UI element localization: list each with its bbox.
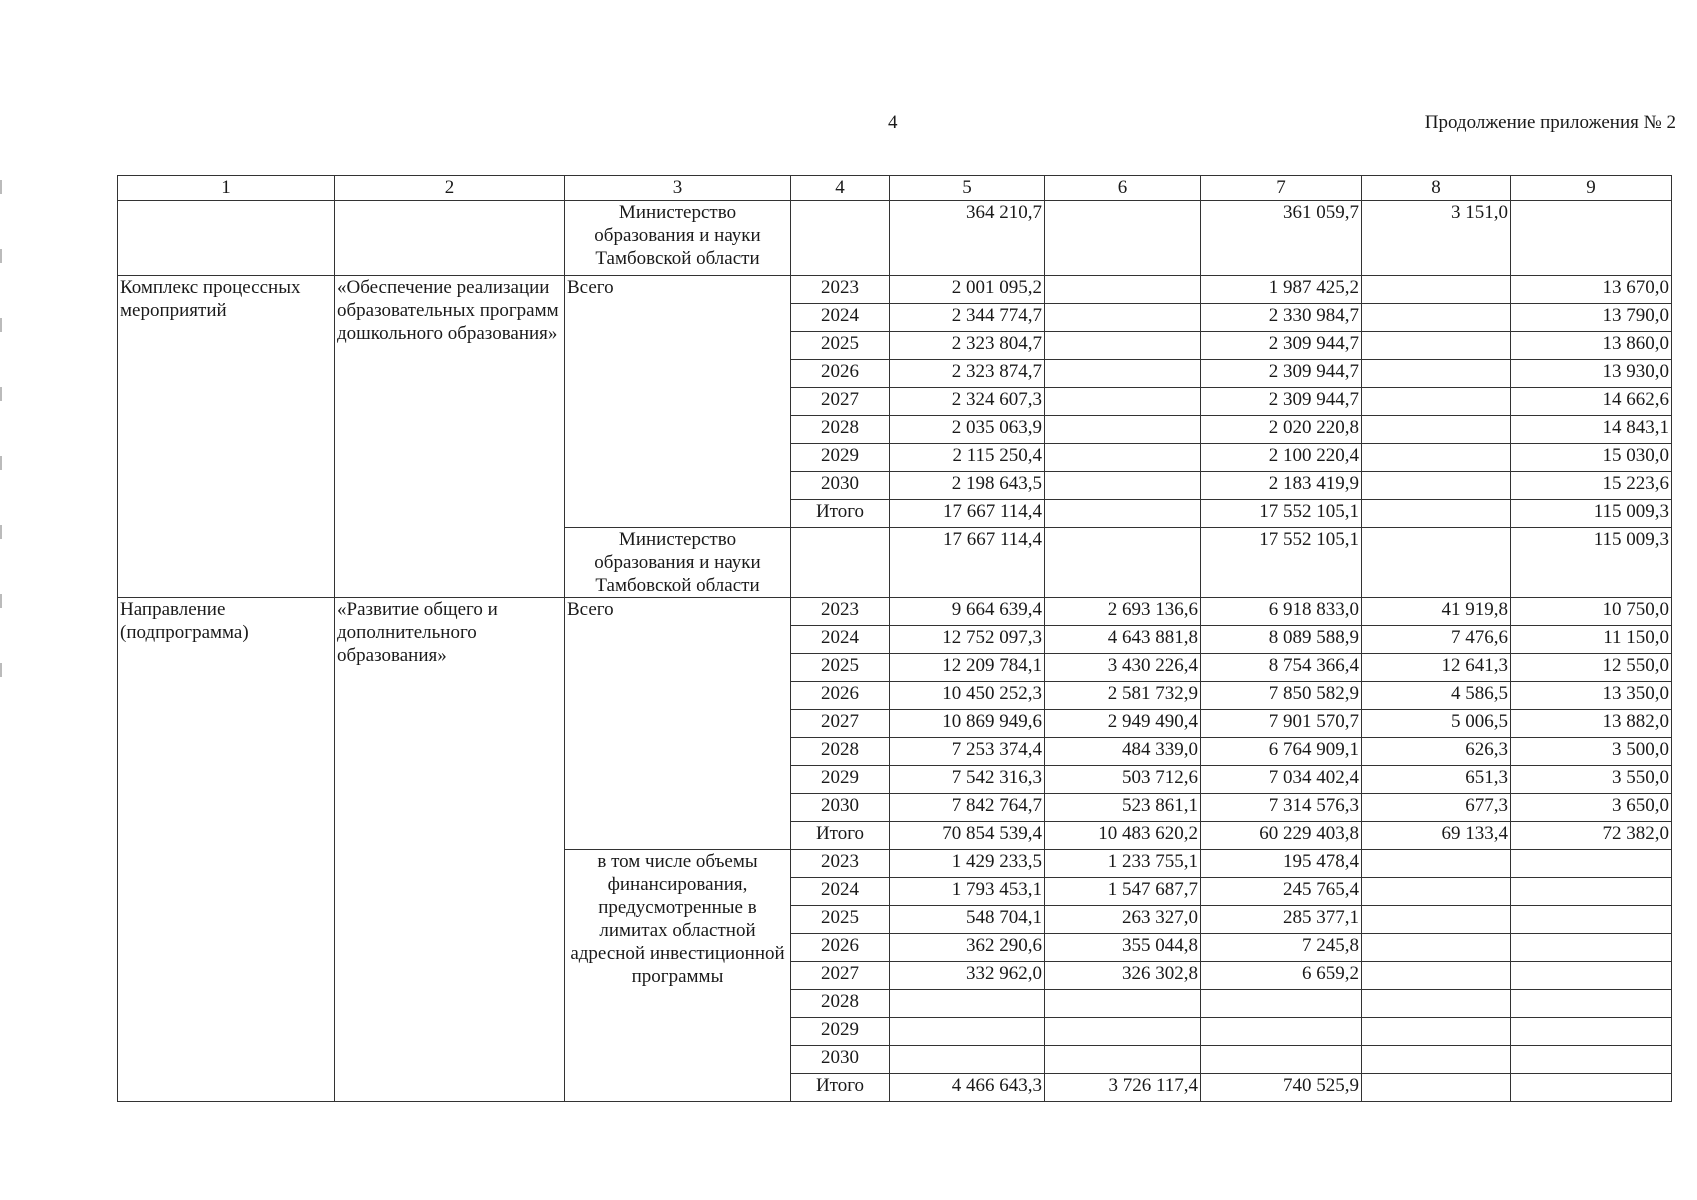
year-cell: 2025: [791, 906, 890, 934]
year-cell: 2023: [791, 598, 890, 626]
row-type-label: Комплекс процессных мероприятий: [118, 276, 335, 598]
ministry-row-top: [118, 201, 1672, 276]
cell-col6: [1045, 388, 1201, 416]
cell-col6: [1045, 332, 1201, 360]
cell-col5: 2 035 063,9: [890, 416, 1045, 444]
cell-col6: 3 726 117,4: [1045, 1074, 1201, 1102]
cell-col7: 6 764 909,1: [1201, 738, 1362, 766]
year-cell: 2023: [791, 276, 890, 304]
cell-col6: [1045, 201, 1201, 276]
cell-col9: [1511, 1046, 1672, 1074]
cell-col7: 6 918 833,0: [1201, 598, 1362, 626]
cell-col8: [1362, 1018, 1511, 1046]
col-header-3: 3: [565, 176, 791, 201]
year-cell: 2026: [791, 682, 890, 710]
year-cell: Итого: [791, 822, 890, 850]
cell-col7: 60 229 403,8: [1201, 822, 1362, 850]
cell-col5: 4 466 643,3: [890, 1074, 1045, 1102]
cell-col9: 13 930,0: [1511, 360, 1672, 388]
cell-col6: 326 302,8: [1045, 962, 1201, 990]
cell-col9: [1511, 934, 1672, 962]
year-cell: Итого: [791, 500, 890, 528]
cell-col8: 651,3: [1362, 766, 1511, 794]
col-header-6: 6: [1045, 176, 1201, 201]
investment-program-label: в том числе объемы финансирования, предусмотренные в лимитах областной адресной инвестиционной программы: [565, 850, 791, 1102]
table-row: [118, 276, 1672, 304]
cell-col7: 2 309 944,7: [1201, 332, 1362, 360]
cell-col6: [1045, 304, 1201, 332]
cell-col6: [1045, 1018, 1201, 1046]
cell-col6: [1045, 360, 1201, 388]
cell-col9: [1511, 962, 1672, 990]
cell-col8: [1362, 850, 1511, 878]
scan-edge-marks: [0, 180, 3, 1080]
cell-col9: 11 150,0: [1511, 626, 1672, 654]
cell-col6: 484 339,0: [1045, 738, 1201, 766]
cell-col5: 12 752 097,3: [890, 626, 1045, 654]
cell-col7: 7 850 582,9: [1201, 682, 1362, 710]
year-cell: 2029: [791, 766, 890, 794]
cell-col5: 548 704,1: [890, 906, 1045, 934]
cell-col5: [890, 1018, 1045, 1046]
cell-col5: 7 253 374,4: [890, 738, 1045, 766]
cell-col9: 13 860,0: [1511, 332, 1672, 360]
cell-col9: 3 500,0: [1511, 738, 1672, 766]
row-type-label: Направление (подпрограмма): [118, 598, 335, 1102]
cell-col9: [1511, 906, 1672, 934]
cell-col7: 1 987 425,2: [1201, 276, 1362, 304]
cell-col5: 17 667 114,4: [890, 528, 1045, 598]
cell-col7: 2 309 944,7: [1201, 360, 1362, 388]
empty-cell: [335, 201, 565, 276]
cell-col6: 503 712,6: [1045, 766, 1201, 794]
cell-col7: 7 245,8: [1201, 934, 1362, 962]
year-cell: 2028: [791, 416, 890, 444]
cell-col7: 7 034 402,4: [1201, 766, 1362, 794]
cell-col6: 355 044,8: [1045, 934, 1201, 962]
col-header-9: 9: [1511, 176, 1672, 201]
cell-col9: 13 882,0: [1511, 710, 1672, 738]
cell-col5: 362 290,6: [890, 934, 1045, 962]
cell-col8: 12 641,3: [1362, 654, 1511, 682]
cell-col6: 4 643 881,8: [1045, 626, 1201, 654]
cell-col6: 2 581 732,9: [1045, 682, 1201, 710]
cell-col9: [1511, 878, 1672, 906]
cell-col9: 15 030,0: [1511, 444, 1672, 472]
empty-cell: [791, 201, 890, 276]
cell-col7: 245 765,4: [1201, 878, 1362, 906]
cell-col9: 14 662,6: [1511, 388, 1672, 416]
cell-col8: [1362, 500, 1511, 528]
col-header-2: 2: [335, 176, 565, 201]
col-header-8: 8: [1362, 176, 1511, 201]
year-cell: 2030: [791, 472, 890, 500]
table-row: [118, 598, 1672, 626]
total-label: Всего: [565, 598, 791, 850]
cell-col9: [1511, 1018, 1672, 1046]
year-cell: 2025: [791, 332, 890, 360]
cell-col8: 41 919,8: [1362, 598, 1511, 626]
cell-col9: 15 223,6: [1511, 472, 1672, 500]
col-header-4: 4: [791, 176, 890, 201]
cell-col5: 2 323 804,7: [890, 332, 1045, 360]
year-cell: 2024: [791, 878, 890, 906]
cell-col6: [1045, 276, 1201, 304]
cell-col7: 7 314 576,3: [1201, 794, 1362, 822]
cell-col5: 2 324 607,3: [890, 388, 1045, 416]
empty-cell: [791, 528, 890, 598]
cell-col8: [1362, 878, 1511, 906]
cell-col8: [1362, 1074, 1511, 1102]
cell-col5: 332 962,0: [890, 962, 1045, 990]
cell-col5: [890, 1046, 1045, 1074]
empty-cell: [118, 201, 335, 276]
year-cell: 2027: [791, 962, 890, 990]
cell-col9: 115 009,3: [1511, 500, 1672, 528]
cell-col8: 626,3: [1362, 738, 1511, 766]
cell-col9: [1511, 1074, 1672, 1102]
cell-col5: [890, 990, 1045, 1018]
program-name: «Развитие общего и дополнительного образования»: [335, 598, 565, 1102]
year-cell: 2026: [791, 360, 890, 388]
cell-col6: 263 327,0: [1045, 906, 1201, 934]
cell-col8: [1362, 990, 1511, 1018]
appendix-continuation-label: Продолжение приложения № 2: [1424, 112, 1676, 133]
cell-col8: [1362, 444, 1511, 472]
cell-col8: [1362, 528, 1511, 598]
year-cell: 2029: [791, 1018, 890, 1046]
financing-table: [117, 175, 1672, 1102]
year-cell: 2027: [791, 710, 890, 738]
cell-col7: 8 089 588,9: [1201, 626, 1362, 654]
cell-col7: 8 754 366,4: [1201, 654, 1362, 682]
cell-col5: 12 209 784,1: [890, 654, 1045, 682]
cell-col8: [1362, 332, 1511, 360]
cell-col5: 2 115 250,4: [890, 444, 1045, 472]
header-row: [118, 176, 1672, 201]
cell-col8: 4 586,5: [1362, 682, 1511, 710]
cell-col5: 364 210,7: [890, 201, 1045, 276]
cell-col9: 72 382,0: [1511, 822, 1672, 850]
cell-col9: [1511, 990, 1672, 1018]
cell-col7: [1201, 1046, 1362, 1074]
cell-col8: 677,3: [1362, 794, 1511, 822]
cell-col5: 1 429 233,5: [890, 850, 1045, 878]
cell-col6: 3 430 226,4: [1045, 654, 1201, 682]
cell-col7: 740 525,9: [1201, 1074, 1362, 1102]
cell-col8: [1362, 304, 1511, 332]
cell-col8: 3 151,0: [1362, 201, 1511, 276]
ministry-label: Министерство образования и науки Тамбовской области: [565, 528, 791, 598]
cell-col7: [1201, 990, 1362, 1018]
page-number: 4: [888, 112, 898, 133]
cell-col5: 1 793 453,1: [890, 878, 1045, 906]
col-header-5: 5: [890, 176, 1045, 201]
cell-col6: [1045, 444, 1201, 472]
cell-col8: [1362, 388, 1511, 416]
cell-col7: 17 552 105,1: [1201, 500, 1362, 528]
cell-col7: 6 659,2: [1201, 962, 1362, 990]
cell-col7: 2 100 220,4: [1201, 444, 1362, 472]
cell-col9: 13 350,0: [1511, 682, 1672, 710]
cell-col8: [1362, 934, 1511, 962]
cell-col5: 2 001 095,2: [890, 276, 1045, 304]
cell-col7: 361 059,7: [1201, 201, 1362, 276]
cell-col6: 10 483 620,2: [1045, 822, 1201, 850]
year-cell: 2028: [791, 738, 890, 766]
cell-col5: 17 667 114,4: [890, 500, 1045, 528]
cell-col7: 17 552 105,1: [1201, 528, 1362, 598]
cell-col6: 2 693 136,6: [1045, 598, 1201, 626]
year-cell: 2023: [791, 850, 890, 878]
cell-col9: 10 750,0: [1511, 598, 1672, 626]
year-cell: 2024: [791, 304, 890, 332]
total-label: Всего: [565, 276, 791, 528]
cell-col8: [1362, 360, 1511, 388]
cell-col9: [1511, 201, 1672, 276]
cell-col5: 10 450 252,3: [890, 682, 1045, 710]
cell-col6: 1 233 755,1: [1045, 850, 1201, 878]
cell-col9: 115 009,3: [1511, 528, 1672, 598]
cell-col7: 2 020 220,8: [1201, 416, 1362, 444]
cell-col8: [1362, 472, 1511, 500]
year-cell: 2028: [791, 990, 890, 1018]
cell-col6: [1045, 990, 1201, 1018]
cell-col9: [1511, 850, 1672, 878]
cell-col9: 3 650,0: [1511, 794, 1672, 822]
year-cell: 2025: [791, 654, 890, 682]
cell-col6: 1 547 687,7: [1045, 878, 1201, 906]
cell-col6: [1045, 416, 1201, 444]
cell-col8: [1362, 276, 1511, 304]
year-cell: 2029: [791, 444, 890, 472]
cell-col5: 9 664 639,4: [890, 598, 1045, 626]
cell-col8: 69 133,4: [1362, 822, 1511, 850]
ministry-label: Министерство образования и науки Тамбовской области: [565, 201, 791, 276]
year-cell: 2026: [791, 934, 890, 962]
cell-col8: 7 476,6: [1362, 626, 1511, 654]
cell-col6: [1045, 472, 1201, 500]
program-name: «Обеспечение реализации образовательных программ дошкольного образования»: [335, 276, 565, 598]
cell-col6: [1045, 500, 1201, 528]
cell-col7: 2 309 944,7: [1201, 388, 1362, 416]
cell-col6: [1045, 1046, 1201, 1074]
cell-col7: 195 478,4: [1201, 850, 1362, 878]
cell-col9: 13 790,0: [1511, 304, 1672, 332]
year-cell: 2030: [791, 794, 890, 822]
cell-col5: 2 198 643,5: [890, 472, 1045, 500]
cell-col9: 14 843,1: [1511, 416, 1672, 444]
cell-col7: 7 901 570,7: [1201, 710, 1362, 738]
cell-col7: 285 377,1: [1201, 906, 1362, 934]
cell-col5: 2 344 774,7: [890, 304, 1045, 332]
cell-col7: 2 330 984,7: [1201, 304, 1362, 332]
year-cell: 2030: [791, 1046, 890, 1074]
cell-col7: 2 183 419,9: [1201, 472, 1362, 500]
cell-col9: 3 550,0: [1511, 766, 1672, 794]
year-cell: 2024: [791, 626, 890, 654]
cell-col8: 5 006,5: [1362, 710, 1511, 738]
cell-col5: 7 542 316,3: [890, 766, 1045, 794]
year-cell: 2027: [791, 388, 890, 416]
cell-col8: [1362, 1046, 1511, 1074]
cell-col6: 523 861,1: [1045, 794, 1201, 822]
cell-col5: 10 869 949,6: [890, 710, 1045, 738]
cell-col9: 13 670,0: [1511, 276, 1672, 304]
col-header-7: 7: [1201, 176, 1362, 201]
cell-col6: [1045, 528, 1201, 598]
col-header-1: 1: [118, 176, 335, 201]
cell-col5: 2 323 874,7: [890, 360, 1045, 388]
cell-col8: [1362, 416, 1511, 444]
cell-col6: 2 949 490,4: [1045, 710, 1201, 738]
cell-col7: [1201, 1018, 1362, 1046]
cell-col8: [1362, 962, 1511, 990]
cell-col9: 12 550,0: [1511, 654, 1672, 682]
cell-col5: 7 842 764,7: [890, 794, 1045, 822]
cell-col5: 70 854 539,4: [890, 822, 1045, 850]
cell-col8: [1362, 906, 1511, 934]
year-cell: Итого: [791, 1074, 890, 1102]
